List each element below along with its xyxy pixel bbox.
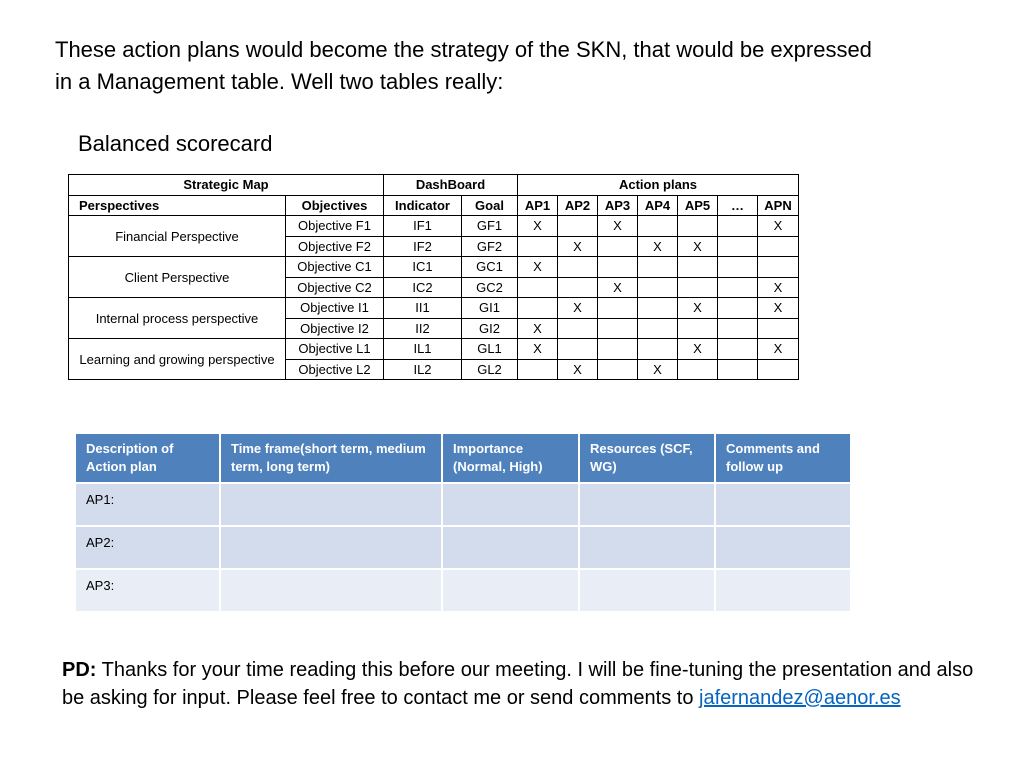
action-plan-label: AP3: — [75, 569, 220, 612]
perspective-name: Learning and growing perspective — [69, 339, 286, 380]
action-plan-mark — [718, 359, 758, 380]
action-plan-mark — [758, 257, 799, 278]
goal-cell: GC2 — [462, 277, 518, 298]
section-title: Balanced scorecard — [78, 131, 273, 156]
action-plan-mark: X — [678, 236, 718, 257]
action-plan-mark: X — [678, 298, 718, 319]
action-plan-mark — [638, 318, 678, 339]
goal-cell: GF2 — [462, 236, 518, 257]
action-plan-mark — [638, 277, 678, 298]
action-plan-mark — [718, 257, 758, 278]
objectives-header: Objectives — [286, 195, 384, 216]
action-plan-mark — [718, 277, 758, 298]
email-link[interactable]: jafernandez@aenor.es — [699, 687, 901, 709]
action-table-header: Description of Action plan — [75, 433, 220, 483]
action-plan-mark — [678, 257, 718, 278]
action-plan-mark: X — [758, 277, 799, 298]
indicator-cell: II2 — [384, 318, 462, 339]
objective-cell: Objective C1 — [286, 257, 384, 278]
action-table-header: Importance (Normal, High) — [442, 433, 579, 483]
indicator-cell: IF2 — [384, 236, 462, 257]
action-plan-mark — [638, 339, 678, 360]
action-plan-col-header: AP3 — [598, 195, 638, 216]
action-table-empty-cell — [715, 526, 851, 569]
action-plan-mark — [638, 298, 678, 319]
goal-cell: GI1 — [462, 298, 518, 319]
action-table-header: Time frame(short term, medium term, long term) — [220, 433, 442, 483]
action-table-row — [75, 483, 851, 526]
action-plan-mark — [558, 216, 598, 237]
action-plans-header: Action plans — [518, 175, 799, 196]
action-plan-mark: X — [518, 339, 558, 360]
intro-text — [55, 34, 955, 98]
scorecard-row — [69, 216, 799, 237]
action-plan-mark — [518, 298, 558, 319]
column-header-row — [69, 195, 799, 216]
goal-cell: GL2 — [462, 359, 518, 380]
intro-line-2: in a Management table. Well two tables really: — [55, 69, 504, 94]
action-plan-mark: X — [518, 318, 558, 339]
action-plan-mark — [638, 257, 678, 278]
indicator-cell: IC1 — [384, 257, 462, 278]
perspective-name: Client Perspective — [69, 257, 286, 298]
scorecard-row — [69, 339, 799, 360]
action-table-empty-cell — [715, 569, 851, 612]
perspective-name: Internal process perspective — [69, 298, 286, 339]
action-plan-mark — [718, 318, 758, 339]
action-table-header: Resources (SCF, WG) — [579, 433, 715, 483]
footer-text: Thanks for your time reading this before our meeting. I will be fine-tuning the presentation and also be asking for input. Please feel free to contact me or send comments to — [62, 659, 974, 709]
action-plan-col-header: APN — [758, 195, 799, 216]
indicator-header: Indicator — [384, 195, 462, 216]
objective-cell: Objective I2 — [286, 318, 384, 339]
goal-cell: GC1 — [462, 257, 518, 278]
indicator-cell: IC2 — [384, 277, 462, 298]
goal-cell: GL1 — [462, 339, 518, 360]
action-plan-mark — [518, 236, 558, 257]
indicator-cell: IF1 — [384, 216, 462, 237]
action-plan-mark: X — [638, 359, 678, 380]
action-plan-mark: X — [758, 298, 799, 319]
action-plan-mark — [558, 257, 598, 278]
action-plan-mark — [758, 318, 799, 339]
goal-header: Goal — [462, 195, 518, 216]
action-plan-mark: X — [558, 359, 598, 380]
action-plan-label: AP1: — [75, 483, 220, 526]
action-plan-mark — [678, 359, 718, 380]
action-plan-mark: X — [758, 339, 799, 360]
action-table-empty-cell — [220, 483, 442, 526]
action-plan-mark — [518, 277, 558, 298]
action-table-row — [75, 526, 851, 569]
action-plan-label: AP2: — [75, 526, 220, 569]
action-plan-mark: X — [558, 298, 598, 319]
action-plan-mark: X — [758, 216, 799, 237]
objective-cell: Objective F1 — [286, 216, 384, 237]
scorecard-row — [69, 298, 799, 319]
action-plan-mark — [758, 359, 799, 380]
action-table-empty-cell — [220, 569, 442, 612]
action-plan-mark — [718, 236, 758, 257]
action-table-empty-cell — [579, 569, 715, 612]
action-plan-mark — [718, 216, 758, 237]
action-plan-mark — [758, 236, 799, 257]
objective-cell: Objective I1 — [286, 298, 384, 319]
action-plan-mark — [678, 216, 718, 237]
perspective-name: Financial Perspective — [69, 216, 286, 257]
action-plan-mark — [558, 318, 598, 339]
action-plan-mark — [638, 216, 678, 237]
action-table-empty-cell — [715, 483, 851, 526]
footer-label: PD: — [62, 659, 97, 681]
action-plan-col-header: AP1 — [518, 195, 558, 216]
indicator-cell: IL1 — [384, 339, 462, 360]
action-plan-mark: X — [638, 236, 678, 257]
action-plan-mark: X — [518, 257, 558, 278]
action-plan-mark — [518, 359, 558, 380]
action-table-row — [75, 569, 851, 612]
action-plan-mark — [598, 298, 638, 319]
objective-cell: Objective L1 — [286, 339, 384, 360]
action-plan-mark: X — [598, 216, 638, 237]
goal-cell: GI2 — [462, 318, 518, 339]
balanced-scorecard-table — [68, 174, 799, 380]
objective-cell: Objective C2 — [286, 277, 384, 298]
action-plan-mark — [718, 298, 758, 319]
action-plan-mark: X — [598, 277, 638, 298]
action-plan-mark — [598, 359, 638, 380]
action-plan-mark — [558, 277, 598, 298]
scorecard-row — [69, 257, 799, 278]
action-plan-mark: X — [678, 339, 718, 360]
indicator-cell: IL2 — [384, 359, 462, 380]
action-table-header: Comments and follow up — [715, 433, 851, 483]
objective-cell: Objective L2 — [286, 359, 384, 380]
intro-line-1: These action plans would become the strategy of the SKN, that would be expressed — [55, 37, 872, 62]
action-table-empty-cell — [220, 526, 442, 569]
action-plan-mark — [598, 257, 638, 278]
perspectives-header: Perspectives — [69, 195, 286, 216]
action-plan-mark: X — [518, 216, 558, 237]
action-table-empty-cell — [442, 526, 579, 569]
action-plan-col-header: AP5 — [678, 195, 718, 216]
action-plan-mark — [678, 277, 718, 298]
footer-note — [62, 656, 992, 712]
goal-cell: GF1 — [462, 216, 518, 237]
indicator-cell: II1 — [384, 298, 462, 319]
action-plan-mark — [678, 318, 718, 339]
dashboard-header: DashBoard — [384, 175, 518, 196]
action-plan-mark — [598, 236, 638, 257]
action-plan-mark — [558, 339, 598, 360]
action-table-empty-cell — [442, 483, 579, 526]
action-table-empty-cell — [579, 483, 715, 526]
action-plan-mark: X — [558, 236, 598, 257]
group-header-row — [69, 175, 799, 196]
action-plan-col-header: … — [718, 195, 758, 216]
action-table-empty-cell — [579, 526, 715, 569]
action-plan-col-header: AP4 — [638, 195, 678, 216]
action-plan-table — [74, 432, 852, 613]
action-table-empty-cell — [442, 569, 579, 612]
action-plan-mark — [718, 339, 758, 360]
action-plan-mark — [598, 318, 638, 339]
action-plan-mark — [598, 339, 638, 360]
strategic-map-header: Strategic Map — [69, 175, 384, 196]
objective-cell: Objective F2 — [286, 236, 384, 257]
action-plan-col-header: AP2 — [558, 195, 598, 216]
